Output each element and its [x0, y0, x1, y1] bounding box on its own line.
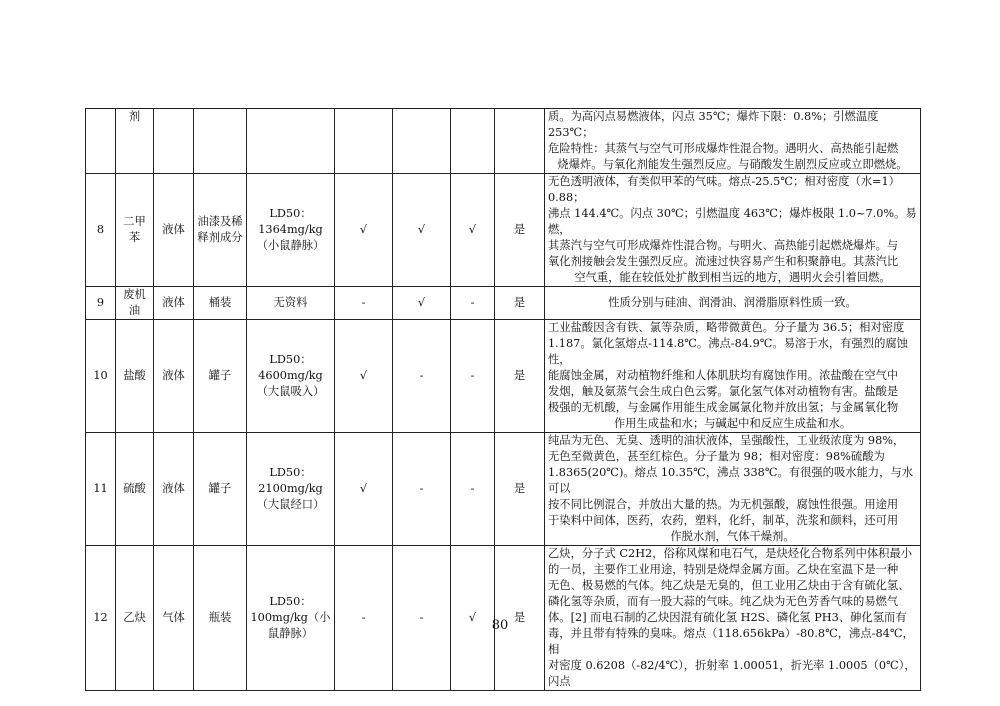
- table-row: [86, 109, 921, 174]
- toxicity-value: LD50：1364mg/kg（小鼠静脉）: [247, 174, 335, 287]
- hazard-flag: 是: [495, 174, 545, 287]
- description-line: 其蒸汽与空气可形成爆炸性混合物。与明火、高热能引起燃烧爆炸。与: [548, 239, 899, 252]
- table-row: [86, 174, 921, 287]
- check-col-2: -: [393, 433, 451, 546]
- property-description: [545, 320, 921, 433]
- toxicity-value: [247, 109, 335, 174]
- table-row: [86, 287, 921, 320]
- check-col-3: -: [451, 320, 495, 433]
- row-number: 12: [86, 546, 116, 691]
- chemical-properties-table: [85, 108, 921, 691]
- hazard-flag: [495, 109, 545, 174]
- description-line: 质。为高闪点易燃液体，闪点 35℃；爆炸下限：0.8%；引燃温度 253℃；: [548, 110, 879, 139]
- description-line: 无色、极易燃的气体。纯乙炔是无臭的，但工业用乙炔由于含有硫化氢、: [548, 579, 910, 592]
- table-body: [86, 109, 921, 691]
- property-description: [545, 109, 921, 174]
- check-col-2: √: [393, 287, 451, 320]
- check-col-2: -: [393, 546, 451, 691]
- physical-state: 液体: [154, 320, 194, 433]
- toxicity-value: 无资料: [247, 287, 335, 320]
- property-description: [545, 433, 921, 546]
- description-line: 氧化剂接触会发生强烈反应。流速过快容易产生和积聚静电。其蒸汽比: [548, 255, 899, 268]
- description-line: 1.187。氯化氢熔点-114.8℃。沸点-84.9℃。易溶于水，有强烈的腐蚀性，: [548, 337, 908, 366]
- check-col-1: √: [335, 174, 393, 287]
- check-col-3: -: [451, 287, 495, 320]
- description-line: 烧爆炸。与氧化剂能发生强烈反应。与硝酸发生剧烈反应或立即燃烧。: [557, 158, 908, 171]
- page-number: 80: [491, 618, 509, 633]
- substance-name: 二甲苯: [116, 174, 154, 287]
- description-line: 能腐蚀金属，对动植物纤维和人体肌肤均有腐蚀作用。浓盐酸在空气中: [548, 369, 899, 382]
- check-col-2: -: [393, 320, 451, 433]
- physical-state: 液体: [154, 433, 194, 546]
- physical-state: [154, 109, 194, 174]
- table-row: [86, 433, 921, 546]
- substance-name: 盐酸: [116, 320, 154, 433]
- check-col-2: [393, 109, 451, 174]
- description-line: 按不同比例混合，并放出大量的热。为无机强酸，腐蚀性很强。用途用: [548, 498, 899, 511]
- description-line: 毒，并且带有特殊的臭味。熔点（118.656kPa）-80.8℃，沸点-84℃，相: [548, 627, 914, 656]
- toxicity-value: LD50：4600mg/kg（大鼠吸入）: [247, 320, 335, 433]
- substance-name: 硫酸: [116, 433, 154, 546]
- description-line: 无色透明液体，有类似甲苯的气味。熔点-25.5℃；相对密度（水=1）0.88；: [548, 175, 900, 204]
- description-line: 作用生成盐和水；与碱起中和反应生成盐和水。: [613, 417, 852, 430]
- description-line: 极强的无机酸，与金属作用能生成金属氯化物并放出氢；与金属氧化物: [548, 401, 899, 414]
- description-line: 无色至微黄色，甚至红棕色。分子量为 98；相对密度：98%硫酸为: [548, 450, 885, 463]
- packaging: 罐子: [194, 433, 247, 546]
- substance-name: 乙炔: [116, 546, 154, 691]
- physical-state: 气体: [154, 546, 194, 691]
- hazard-flag: 是: [495, 433, 545, 546]
- description-line: 性质分别与硅油、润滑油、润滑脂原料性质一致。: [608, 296, 857, 309]
- row-number: [86, 109, 116, 174]
- check-col-1: -: [335, 546, 393, 691]
- description-line: 体。[2] 而电石制的乙炔因混有硫化氢 H2S、磷化氢 PH3、砷化氢而有: [548, 611, 907, 624]
- hazard-flag: 是: [495, 287, 545, 320]
- row-number: 8: [86, 174, 116, 287]
- table-row: [86, 320, 921, 433]
- substance-name: 废机油: [116, 287, 154, 320]
- description-line: 的一员，主要作工业用途，特别是烧焊金属方面。乙炔在室温下是一种: [548, 563, 899, 576]
- packaging: 瓶装: [194, 546, 247, 691]
- packaging: 油漆及稀释剂成分: [194, 174, 247, 287]
- physical-state: 液体: [154, 174, 194, 287]
- description-line: 空气重，能在较低处扩散到相当远的地方，遇明火会引着回燃。: [574, 271, 891, 284]
- physical-state: 液体: [154, 287, 194, 320]
- check-col-3: -: [451, 433, 495, 546]
- packaging: 桶装: [194, 287, 247, 320]
- row-number: 11: [86, 433, 116, 546]
- row-number: 10: [86, 320, 116, 433]
- toxicity-value: LD50：100mg/kg（小鼠静脉）: [247, 546, 335, 691]
- check-col-1: -: [335, 287, 393, 320]
- check-col-3: √: [451, 174, 495, 287]
- description-line: 乙炔，分子式 C2H2，俗称风煤和电石气，是炔烃化合物系列中体积最小: [548, 547, 913, 560]
- description-line: 发烟，触及氨蒸气会生成白色云雾。氯化氢气体对动植物有害。盐酸是: [548, 385, 899, 398]
- check-col-1: √: [335, 433, 393, 546]
- description-line: 于染料中间体，医药，农药，塑料，化纤，制革，洗浆和颜料，还可用: [548, 514, 899, 527]
- description-line: 工业盐酸因含有铁、氯等杂质，略带微黄色。分子量为 36.5；相对密度: [548, 321, 905, 334]
- description-line: 作脱水剂，气体干燥剂。: [670, 530, 795, 543]
- check-col-3: √: [451, 546, 495, 691]
- substance-name: 剂: [116, 109, 154, 174]
- description-line: 磷化氢等杂质，而有一股大蒜的气味。纯乙炔为无色芳香气味的易燃气: [548, 595, 899, 608]
- toxicity-value: LD50：2100mg/kg（大鼠经口）: [247, 433, 335, 546]
- check-col-1: √: [335, 320, 393, 433]
- check-col-2: √: [393, 174, 451, 287]
- description-line: 纯品为无色、无臭、透明的油状液体，呈强酸性，工业级浓度为 98%，: [548, 434, 905, 447]
- description-line: 1.8365(20℃)。熔点 10.35℃，沸点 338℃。有很强的吸水能力，与水可以: [548, 466, 914, 495]
- description-line: 沸点 144.4℃。闪点 30℃；引燃温度 463℃；爆炸极限 1.0~7.0%。易燃，: [548, 207, 917, 236]
- property-description: [545, 287, 921, 320]
- row-number: 9: [86, 287, 116, 320]
- packaging: 罐子: [194, 320, 247, 433]
- hazard-flag: 是: [495, 546, 545, 691]
- property-description: [545, 174, 921, 287]
- hazard-flag: 是: [495, 320, 545, 433]
- check-col-1: [335, 109, 393, 174]
- description-line: 对密度 0.6208（-82/4℃），折射率 1.00051，折光率 1.0005（0℃），闪点: [548, 659, 916, 688]
- description-line: 危险特性：其蒸气与空气可形成爆炸性混合物。遇明火、高热能引起燃: [548, 142, 899, 155]
- check-col-3: [451, 109, 495, 174]
- packaging: [194, 109, 247, 174]
